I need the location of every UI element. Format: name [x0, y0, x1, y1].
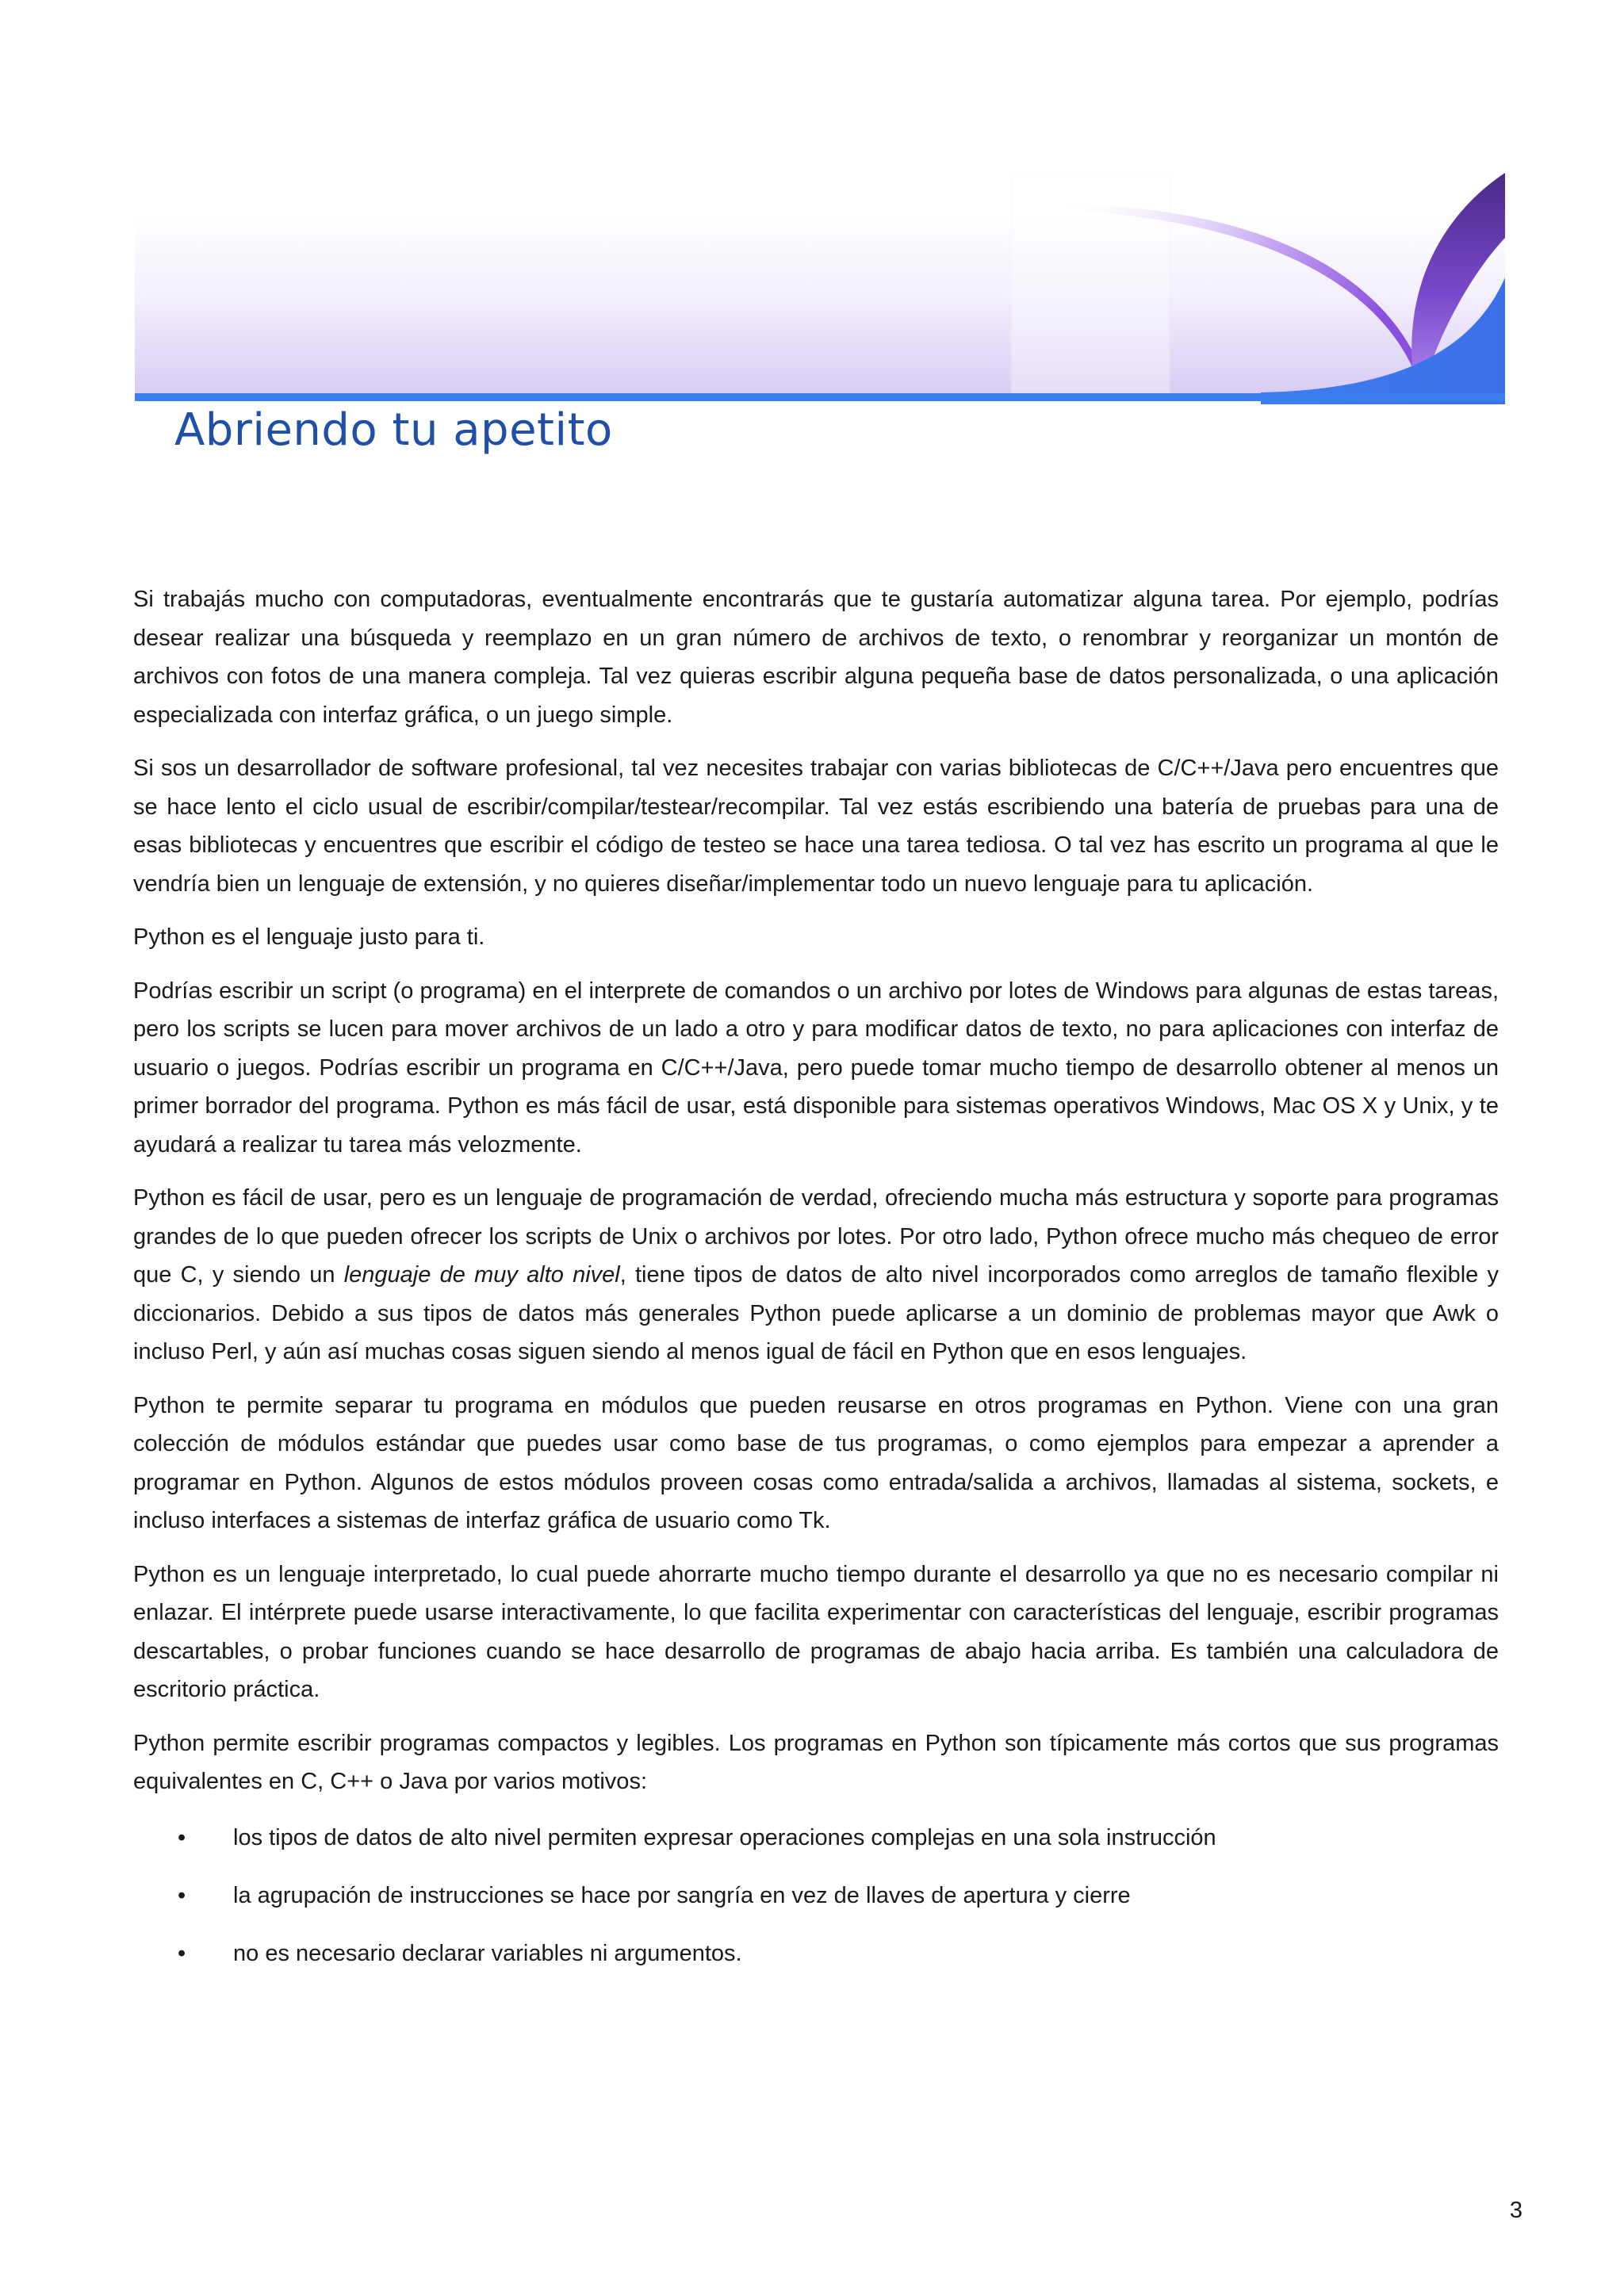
header-banner [135, 166, 1505, 404]
list-item [133, 1934, 1499, 1973]
list-item-text: no es necesario declarar variables ni argumentos. [233, 1940, 742, 1966]
paragraph-text: , tiene tipos de datos de alto nivel incorporados como arreglos de tamaño flexible y diccionarios. Debido a sus tipos de datos más generales Python puede aplicarse a un dominio de problemas mayor que Awk o incluso Perl, y aún así muchas cosas siguen siendo al menos igual de fácil en Python que en esos lenguajes. [133, 1262, 1500, 1364]
header-decoration [135, 166, 1505, 404]
paragraph-text: Python es fácil de usar, pero es un lenguaje de programación de verdad, ofreciendo mucha más estructura y soporte para programas grandes de lo que pueden ofrecer los scripts de Unix o archivos por lotes. Por otro lado, Python ofrece mucho más chequeo de error que C, y siendo un [133, 1185, 1499, 1288]
list-item-text: la agrupación de instrucciones se hace por sangría en vez de llaves de apertura y cierre [233, 1882, 1131, 1908]
paragraph [133, 1179, 1499, 1372]
page-title: Abriendo tu apetito [174, 404, 613, 456]
bullet-list [133, 1819, 1499, 1973]
bullet-icon: • [178, 1882, 186, 1908]
document-body [133, 580, 1499, 1992]
list-item [133, 1877, 1499, 1915]
paragraph: Python es un lenguaje interpretado, lo cual puede ahorrarte mucho tiempo durante el desarrollo ya que no es necesario compilar ni enlazar. El intérprete puede usarse interactivamente, lo que facilita experimentar con características del lenguaje, escribir programas descartables, o probar funciones cuando se hace desarrollo de programas de abajo hacia arriba. Es también una calculadora de escritorio práctica. [133, 1561, 1499, 1702]
paragraph: Python te permite separar tu programa en módulos que pueden reusarse en otros programas en Python. Viene con una gran colección de módulos estándar que puedes usar como base de tus programas, o como ejemplos para empezar a aprender a programar en Python. Algunos de estos módulos proveen cosas como entrada/salida a archivos, llamadas al sistema, sockets, e incluso interfaces a sistemas de interfaz gráfica de usuario como Tk. [133, 1392, 1499, 1533]
bullet-icon: • [178, 1824, 186, 1850]
paragraph: Python permite escribir programas compactos y legibles. Los programas en Python son típicamente más cortos que sus programas equivalentes en C, C++ o Java por varios motivos: [133, 1730, 1499, 1794]
paragraph: Si trabajás mucho con computadoras, eventualmente encontrarás que te gustaría automatizar alguna tarea. Por ejemplo, podrías desear realizar una búsqueda y reemplazo en un gran número de archivos de texto, o renombrar y reorganizar un montón de archivos con fotos de una manera compleja. Tal vez quieras escribir alguna pequeña base de datos personalizada, o una aplicación especializada con interfaz gráfica, o un juego simple. [133, 587, 1499, 728]
list-item [133, 1819, 1499, 1857]
page-number: 3 [1509, 2198, 1522, 2223]
emphasis-text: lenguaje de muy alto nivel [343, 1262, 620, 1288]
bullet-icon: • [178, 1940, 186, 1966]
paragraph: Podrías escribir un script (o programa) en el interprete de comandos o un archivo por lotes de Windows para algunas de estas tareas, pero los scripts se lucen para mover archivos de un lado a otro y para modificar datos de texto, no para aplicaciones con interfaz de usuario o juegos. Podrías escribir un programa en C/C++/Java, pero puede tomar mucho tiempo de desarrollo obtener al menos un primer borrador del programa. Python es más fácil de usar, está disponible para sistemas operativos Windows, Mac OS X y Unix, y te ayudará a realizar tu tarea más velozmente. [133, 978, 1499, 1158]
list-item-text: los tipos de datos de alto nivel permiten expresar operaciones complejas en una sola instrucción [233, 1824, 1216, 1850]
paragraph: Si sos un desarrollador de software profesional, tal vez necesites trabajar con varias bibliotecas de C/C++/Java pero encuentres que se hace lento el ciclo usual de escribir/compilar/testear/recompilar. Tal vez estás escribiendo una batería de pruebas para una de esas bibliotecas y encuentres que escribir el código de testeo se hace una tarea tediosa. O tal vez has escrito un programa al que le vendría bien un lenguaje de extensión, y no quieres diseñar/implementar todo un nuevo lenguaje para tu aplicación. [133, 756, 1499, 897]
paragraph: Python es el lenguaje justo para ti. [133, 924, 485, 950]
